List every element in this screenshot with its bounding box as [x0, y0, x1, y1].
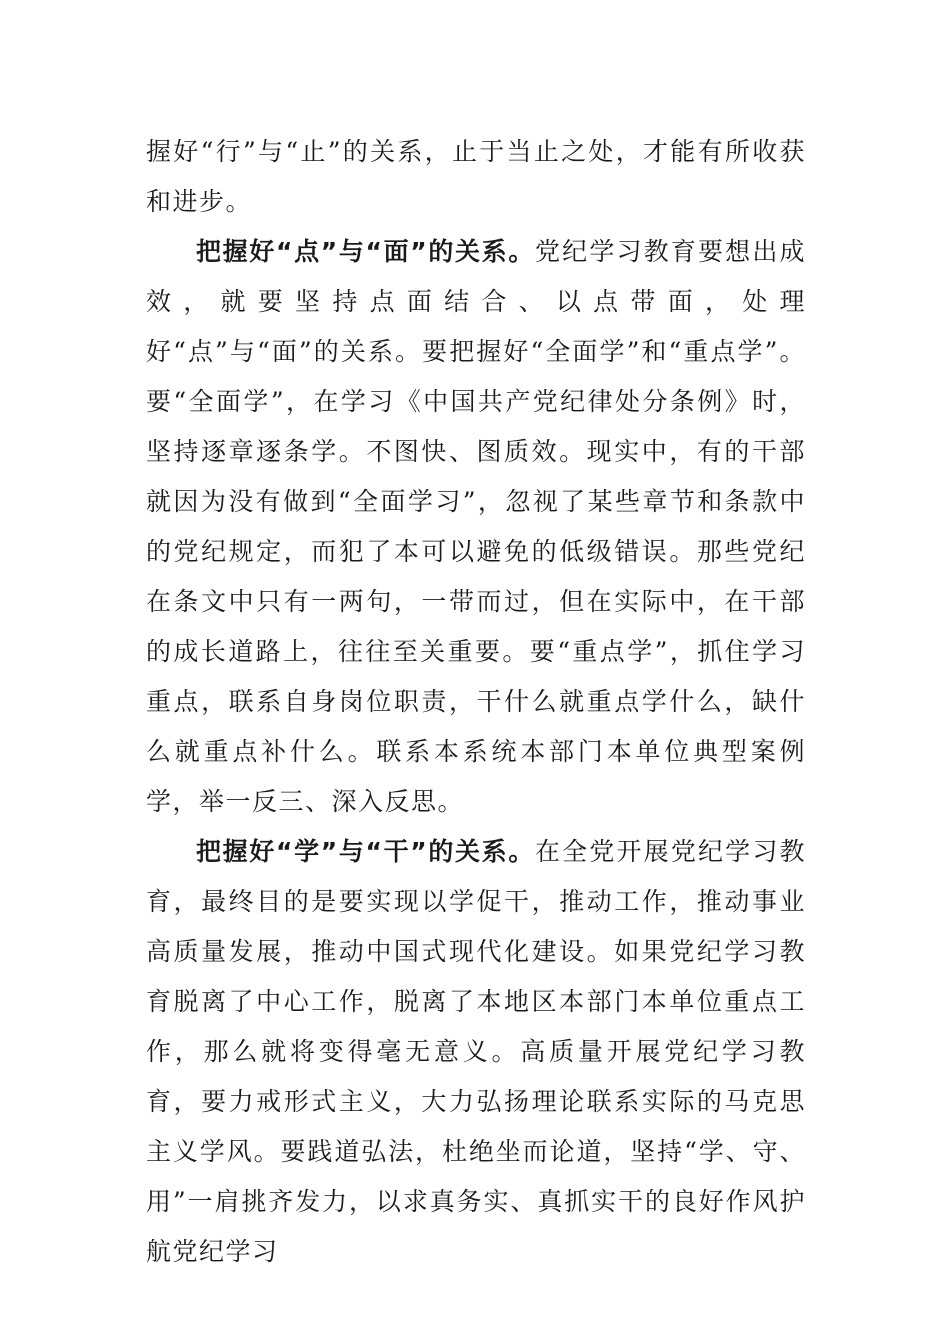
- paragraph-heading: 把握好“学”与“干”的关系。: [196, 837, 536, 866]
- paragraph-continuation: [146, 127, 806, 227]
- paragraph-text: 党纪学习教育要想出成效，就要坚持点面结合、以点带面，处理好“点”与“面”的关系。要把握好“全面学”和“重点学”。要“全面学”，在学习《中国共产党纪律处分条例》时，坚持逐章逐条学。不图快、图质效。现实中，有的干部就因为没有做到“全面学习”，忽视了某些章节和条款中的党纪规定，而犯了本可以避免的低级错误。那些党纪在条文中只有一两句，一带而过，但在实际中，在干部的成长道路上，往往至关重要。要“重点学”，抓住学习重点，联系自身岗位职责，干什么就重点学什么，缺什么就重点补什么。联系本系统本部门本单位典型案例学，举一反三、深入反思。: [146, 237, 806, 816]
- paragraph-heading: 把握好“点”与“面”的关系。: [196, 237, 536, 266]
- document-page: [146, 127, 806, 1277]
- paragraph-text: 握好“行”与“止”的关系，止于当止之处，才能有所收获和进步。: [146, 137, 806, 216]
- paragraph-study-and-work: [146, 827, 806, 1277]
- paragraph-text: 在全党开展党纪学习教育，最终目的是要实现以学促干，推动工作，推动事业高质量发展，推动中国式现代化建设。如果党纪学习教育脱离了中心工作，脱离了本地区本部门本单位重点工作，那么就将变得毫无意义。高质量开展党纪学习教育，要力戒形式主义，大力弘扬理论联系实际的马克思主义学风。要践道弘法，杜绝坐而论道，坚持“学、守、用”一肩挑齐发力，以求真务实、真抓实干的良好作风护航党纪学习: [146, 837, 806, 1266]
- paragraph-point-and-surface: [146, 227, 806, 827]
